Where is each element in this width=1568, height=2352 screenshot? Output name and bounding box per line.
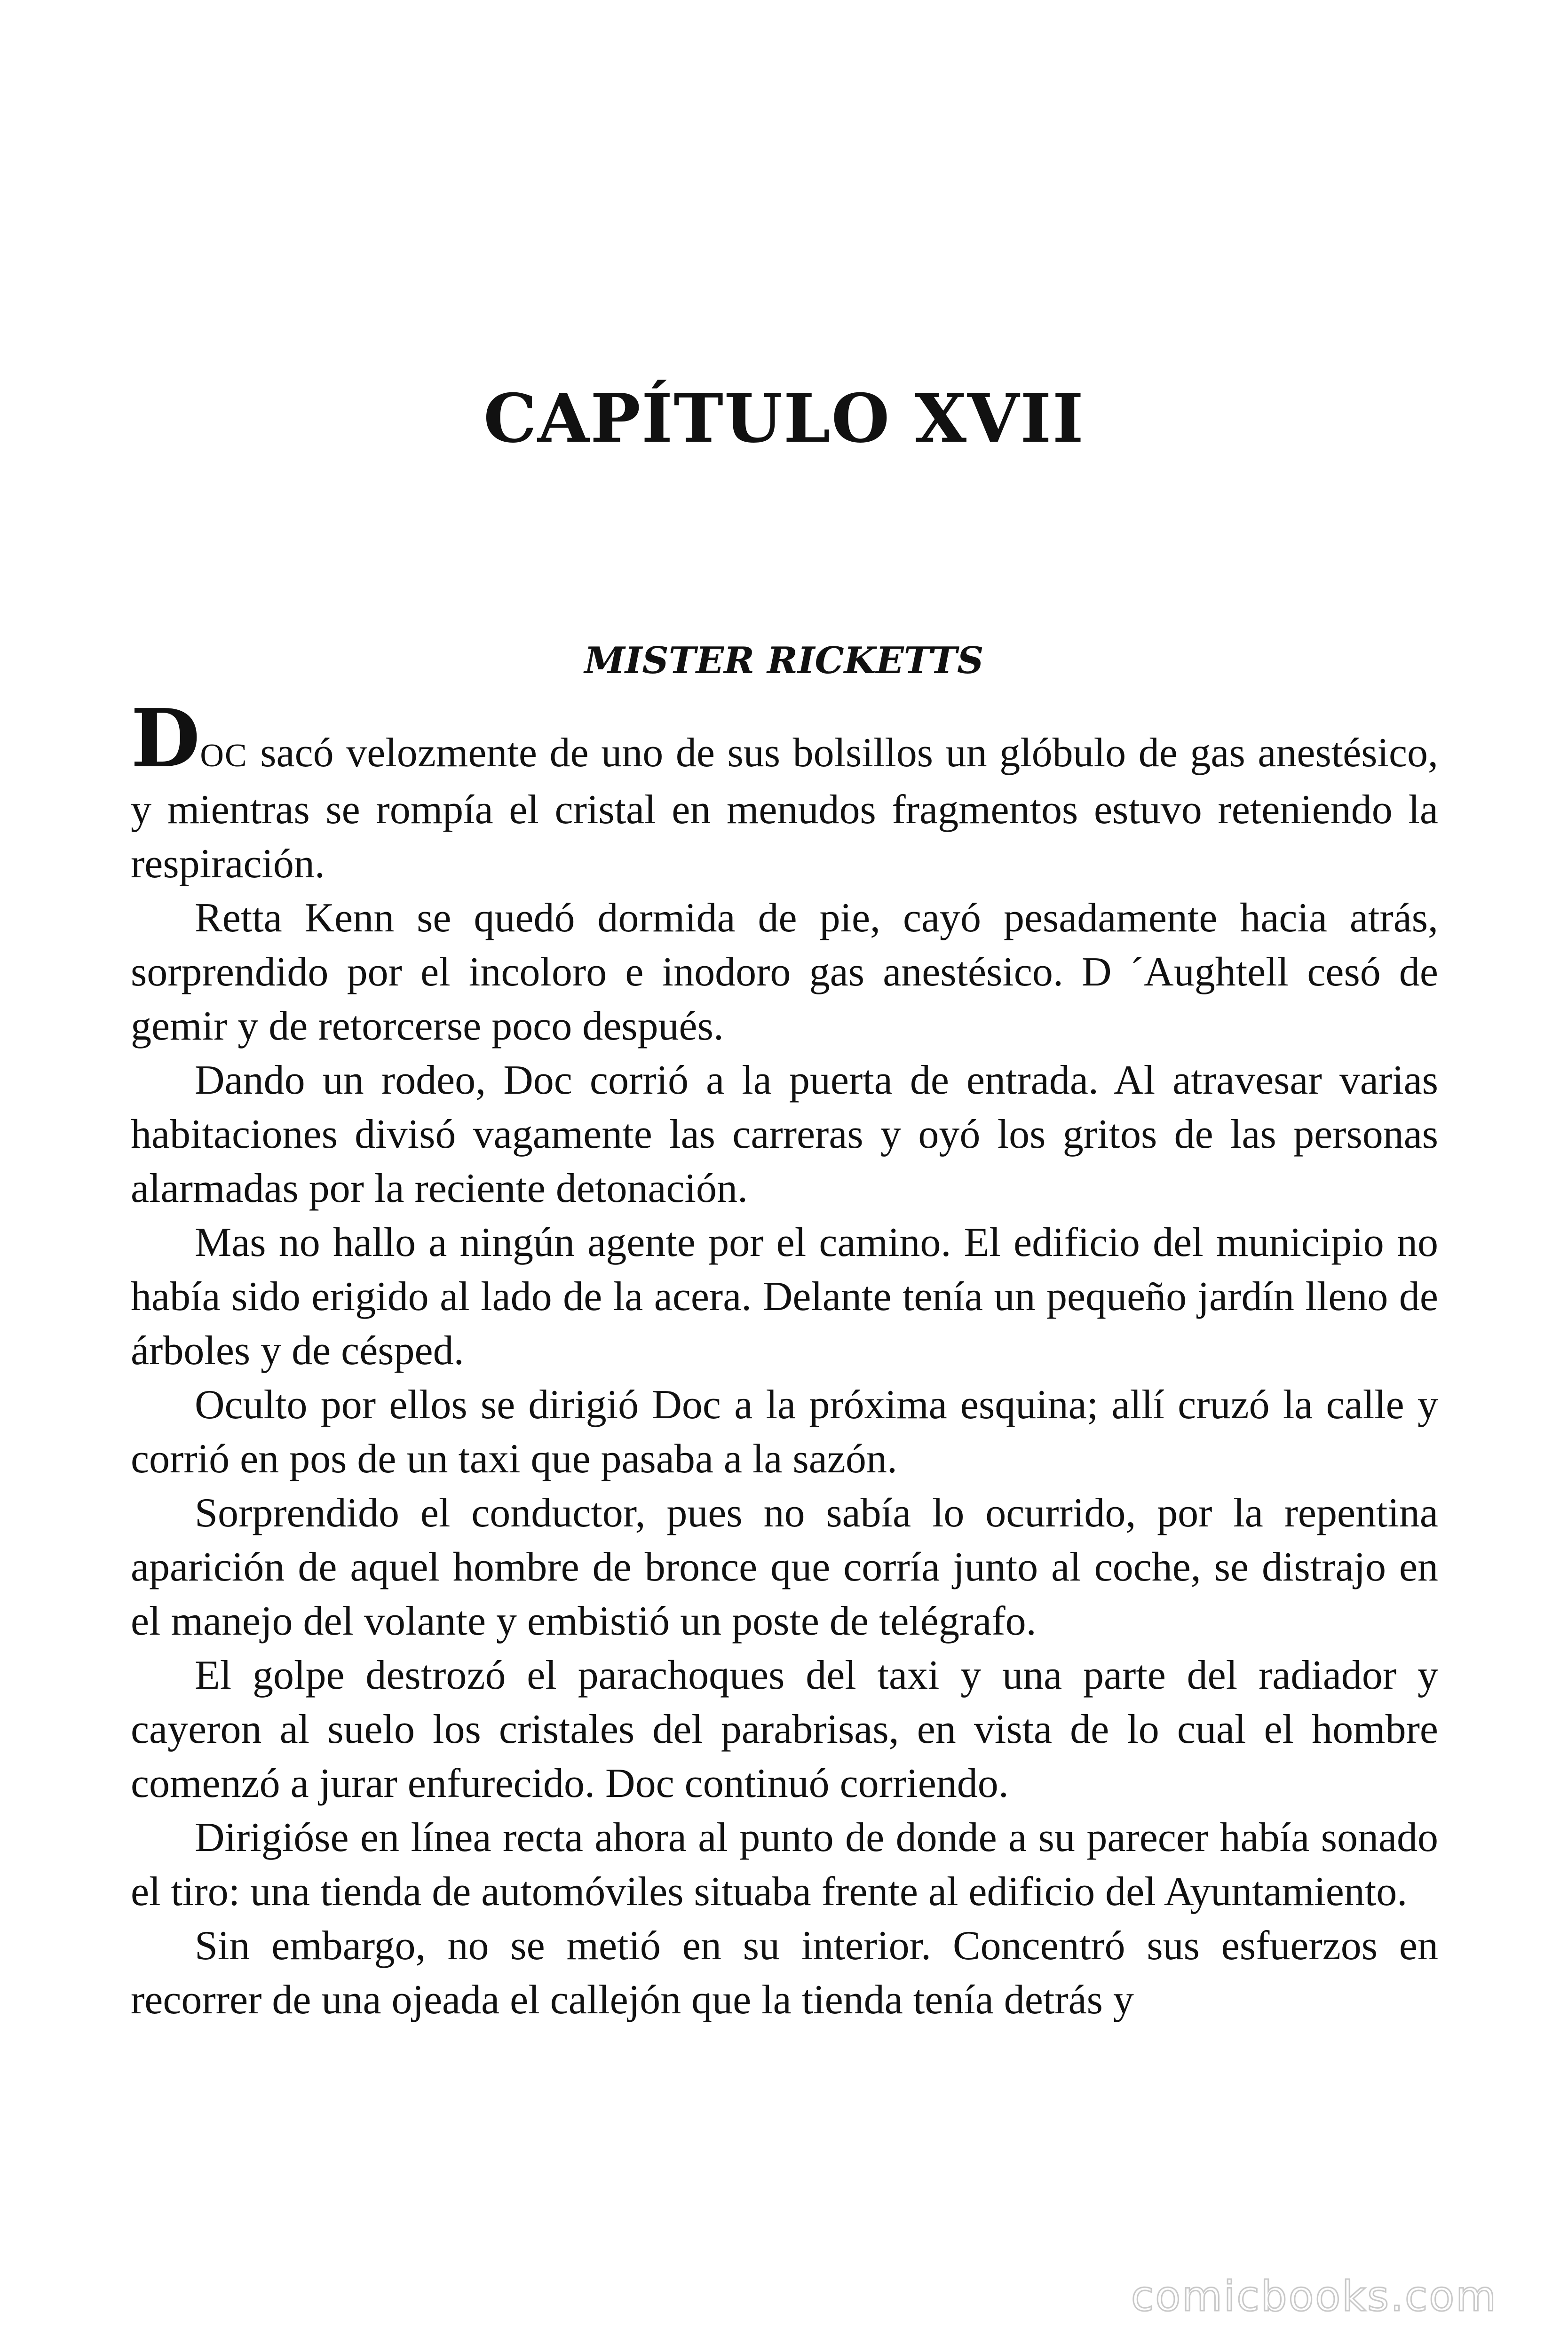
drop-cap-small-caps: OC [200,738,248,774]
watermark: comicbooks.com [1131,2272,1497,2320]
paragraph-3: Dando un rodeo, Doc corrió a la puerta de entrada. Al atravesar varias habitaciones divisó vagamente las carreras y oyó los gritos de las personas alarmadas por la reciente detonación. [131,1057,1438,1211]
paragraph-1 [131,691,1438,891]
chapter-subtitle: MISTER RICKETTS [584,639,984,682]
drop-cap: D [131,691,200,786]
paragraph-1-text: sacó velozmente de uno de sus bolsillos un glóbulo de gas anestésico, y mientras se rompía el cristal en menudos fragmentos estuvo reteniendo la respiración. [131,730,1438,887]
chapter-body [131,691,1438,2027]
paragraph-5: Oculto por ellos se dirigió Doc a la próxima esquina; allí cruzó la calle y corrió en pos de un taxi que pasaba a la sazón. [131,1382,1438,1482]
paragraph-9: Sin embargo, no se metió en su interior. Concentró sus esfuerzos en recorrer de una ojeada el callejón que la tienda tenía detrás y [131,1923,1438,2023]
paragraph-6: Sorprendido el conductor, pues no sabía lo ocurrido, por la repentina aparición de aquel hombre de bronce que corría junto al coche, se distrajo en el manejo del volante y embistió un poste de telégrafo. [131,1490,1438,1644]
paragraph-7: El golpe destrozó el parachoques del taxi y una parte del radiador y cayeron al suelo los cristales del parabrisas, en vista de lo cual el hombre comenzó a jurar enfurecido. Doc continuó corriendo. [131,1653,1438,1806]
paragraph-8: Dirigióse en línea recta ahora al punto de donde a su parecer había sonado el tiro: una tienda de automóviles situaba frente al edificio del Ayuntamiento. [131,1815,1438,1915]
chapter-title: CAPÍTULO XVII [483,380,1085,458]
paragraph-2: Retta Kenn se quedó dormida de pie, cayó pesadamente hacia atrás, sorprendido por el incoloro e inodoro gas anestésico. D ´Aughtell cesó de gemir y de retorcerse poco después. [131,895,1438,1049]
paragraph-4: Mas no hallo a ningún agente por el camino. El edificio del municipio no había sido erigido al lado de la acera. Delante tenía un pequeño jardín lleno de árboles y de césped. [131,1220,1438,1374]
